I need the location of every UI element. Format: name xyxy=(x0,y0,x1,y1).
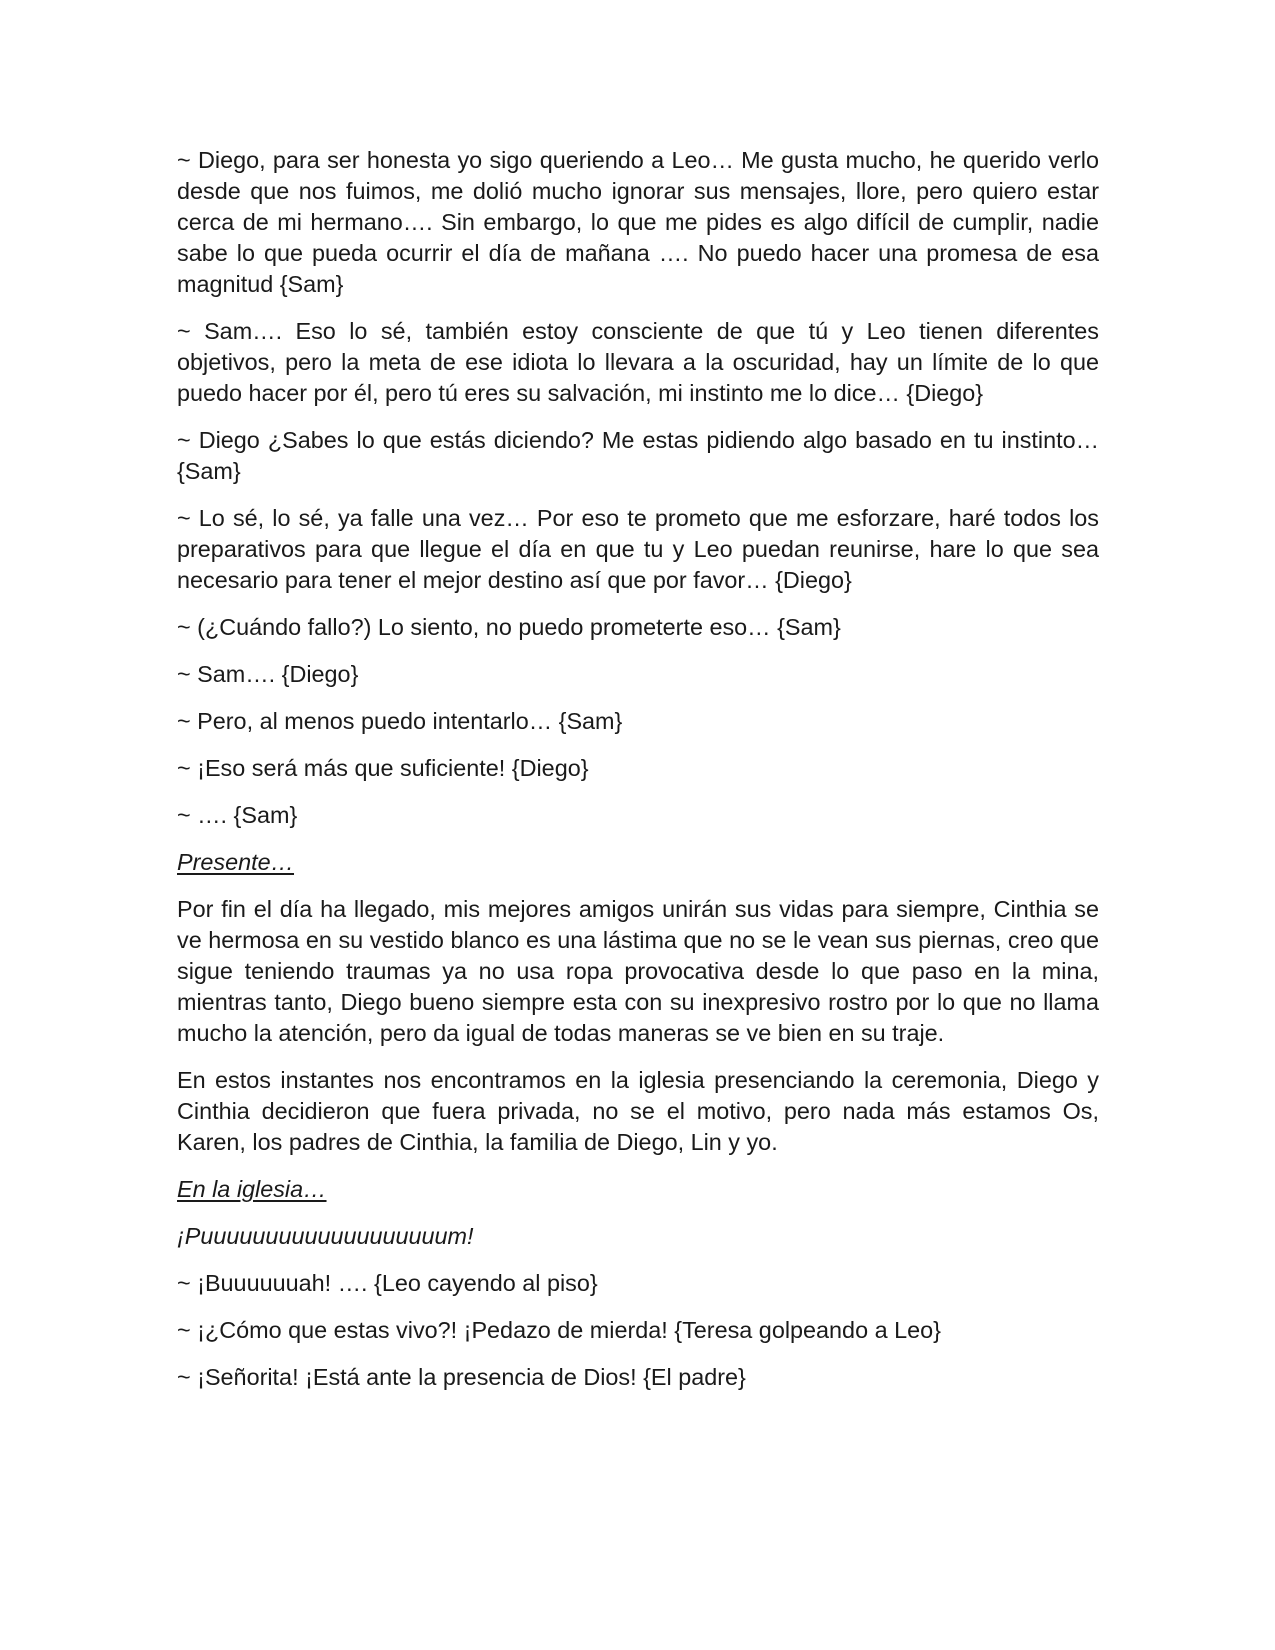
dialogue-line: ~ ¡Buuuuuuah! …. {Leo cayendo al piso} xyxy=(177,1270,598,1296)
dialogue-line: ~ Pero, al menos puedo intentarlo… {Sam} xyxy=(177,708,623,734)
dialogue-line: ~ …. {Sam} xyxy=(177,802,298,828)
document-page xyxy=(177,145,1099,1409)
narrative-paragraph: Por fin el día ha llegado, mis mejores amigos unirán sus vidas para siempre, Cinthia se ve hermosa en su vestido blanco es una lástima que no se le vean sus piernas, creo que sigue teniendo traumas ya no usa ropa provocativa desde lo que paso en la mina, mientras tanto, Diego bueno siempre esta con su inexpresivo rostro por lo que no llama mucho la atención, pero da igual de todas maneras se ve bien en su traje. xyxy=(177,896,1099,1046)
sound-effect: ¡Puuuuuuuuuuuuuuuuuuum! xyxy=(177,1223,474,1249)
dialogue-paragraph: ~ Sam…. Eso lo sé, también estoy consciente de que tú y Leo tienen diferentes objetivos, pero la meta de ese idiota lo llevara a la oscuridad, hay un límite de lo que puedo hacer por él, pero tú eres su salvación, mi instinto me lo dice… {Diego} xyxy=(177,318,1099,406)
dialogue-line: ~ (¿Cuándo fallo?) Lo siento, no puedo prometerte eso… {Sam} xyxy=(177,614,841,640)
dialogue-paragraph: ~ Lo sé, lo sé, ya falle una vez… Por eso te prometo que me esforzare, haré todos los preparativos para que llegue el día en que tu y Leo puedan reunirse, hare lo que sea necesario para tener el mejor destino así que por favor… {Diego} xyxy=(177,505,1099,593)
section-heading-iglesia: En la iglesia… xyxy=(177,1176,327,1202)
section-heading-presente: Presente… xyxy=(177,849,295,875)
dialogue-line: ~ ¡¿Cómo que estas vivo?! ¡Pedazo de mierda! {Teresa golpeando a Leo} xyxy=(177,1317,941,1343)
dialogue-line: ~ ¡Señorita! ¡Está ante la presencia de Dios! {El padre} xyxy=(177,1364,746,1390)
dialogue-paragraph: ~ Diego ¿Sabes lo que estás diciendo? Me estas pidiendo algo basado en tu instinto… {Sam} xyxy=(177,427,1099,484)
dialogue-paragraph: ~ Diego, para ser honesta yo sigo queriendo a Leo… Me gusta mucho, he querido verlo desde que nos fuimos, me dolió mucho ignorar sus mensajes, llore, pero quiero estar cerca de mi hermano…. Sin embargo, lo que me pides es algo difícil de cumplir, nadie sabe lo que pueda ocurrir el día de mañana …. No puedo hacer una promesa de esa magnitud {Sam} xyxy=(177,147,1099,297)
dialogue-line: ~ Sam…. {Diego} xyxy=(177,661,359,687)
narrative-paragraph: En estos instantes nos encontramos en la iglesia presenciando la ceremonia, Diego y Cinthia decidieron que fuera privada, no se el motivo, pero nada más estamos Os, Karen, los padres de Cinthia, la familia de Diego, Lin y yo. xyxy=(177,1067,1099,1155)
dialogue-line: ~ ¡Eso será más que suficiente! {Diego} xyxy=(177,755,589,781)
